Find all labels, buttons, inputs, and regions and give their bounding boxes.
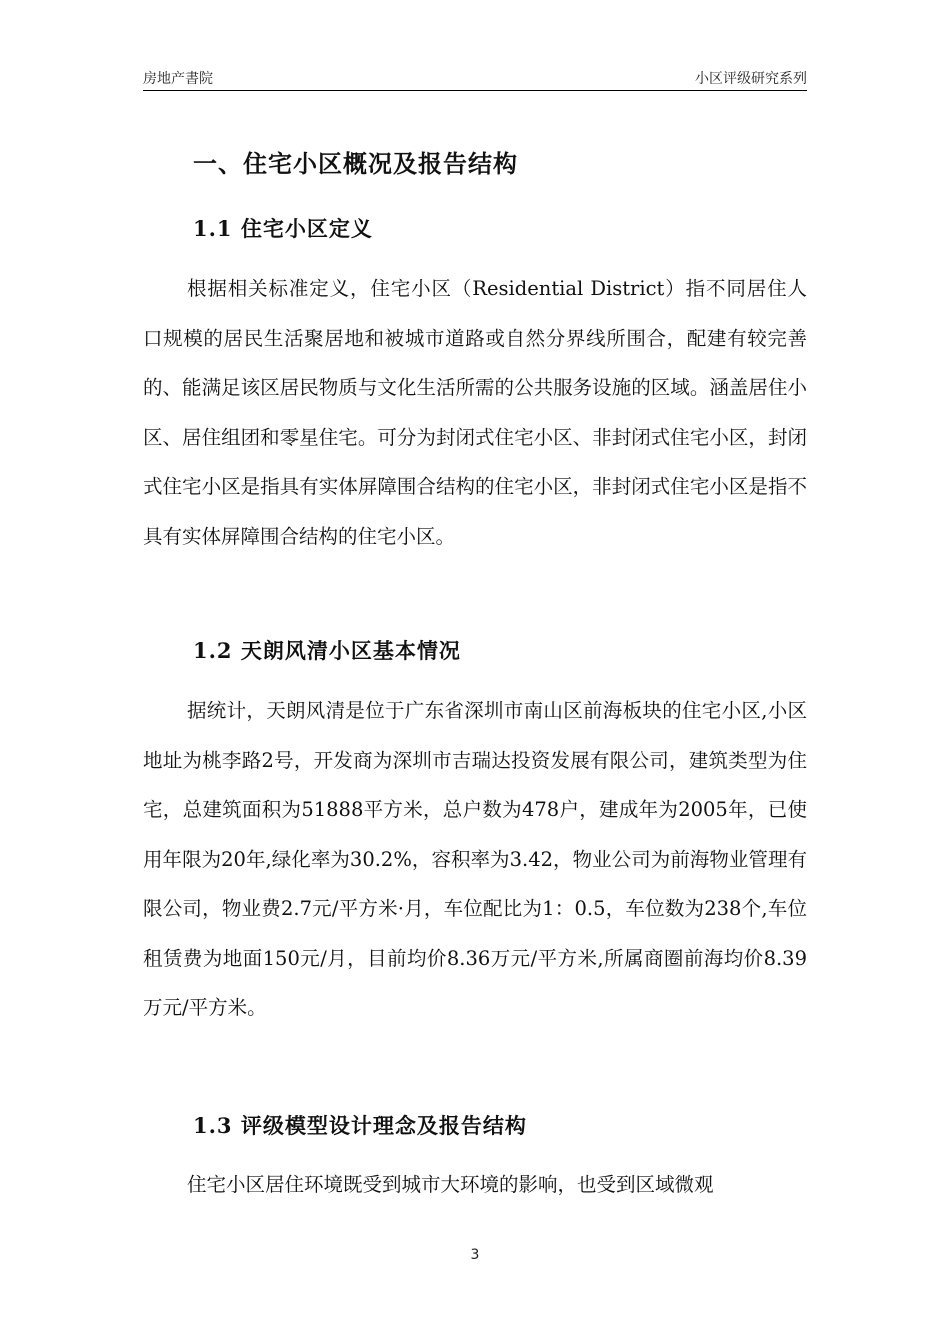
heading-1-3: 1.3 评级模型设计理念及报告结构 — [193, 1113, 527, 1138]
header-series-title: 小区评级研究系列 — [695, 71, 807, 87]
page-header — [143, 64, 807, 91]
page-number: 3 — [470, 1247, 480, 1263]
header-publisher: 房地产書院 — [143, 71, 213, 87]
section-title: 一、住宅小区概况及报告结构 — [193, 149, 518, 178]
paragraph-1-1: 根据相关标准定义，住宅小区（Residential District）指不同居住人口规模的居民生活聚居地和被城市道路或自然分界线所围合，配建有较完善的、能满足该区居民物质与文化生活所需的公共服务设施的区域。涵盖居住小区、居住组团和零星住宅。可分为封闭式住宅小区、非封闭式住宅小区，封闭式住宅小区是指具有实体屏障围合结构的住宅小区，非封闭式住宅小区是指不具有实体屏障围合结构的住宅小区。 — [143, 277, 807, 548]
heading-1-1: 1.1 住宅小区定义 — [193, 216, 373, 241]
paragraph-1-3: 住宅小区居住环境既受到城市大环境的影响，也受到区域微观 — [187, 1173, 714, 1196]
paragraph-1-2: 据统计，天朗风清是位于广东省深圳市南山区前海板块的住宅小区,小区地址为桃李路2号，开发商为深圳市吉瑞达投资发展有限公司，建筑类型为住宅，总建筑面积为51888平方米，总户数为478户，建成年为2005年，已使用年限为20年,绿化率为30.2%，容积率为3.42，物业公司为前海物业管理有限公司，物业费2.7元/平方米·月，车位配比为1：0.5，车位数为238个,车位租赁费为地面150元/月，目前均价8.36万元/平方米,所属商圈前海均价8.39万元/平方米。 — [143, 699, 807, 1019]
heading-1-2: 1.2 天朗风清小区基本情况 — [193, 638, 461, 663]
